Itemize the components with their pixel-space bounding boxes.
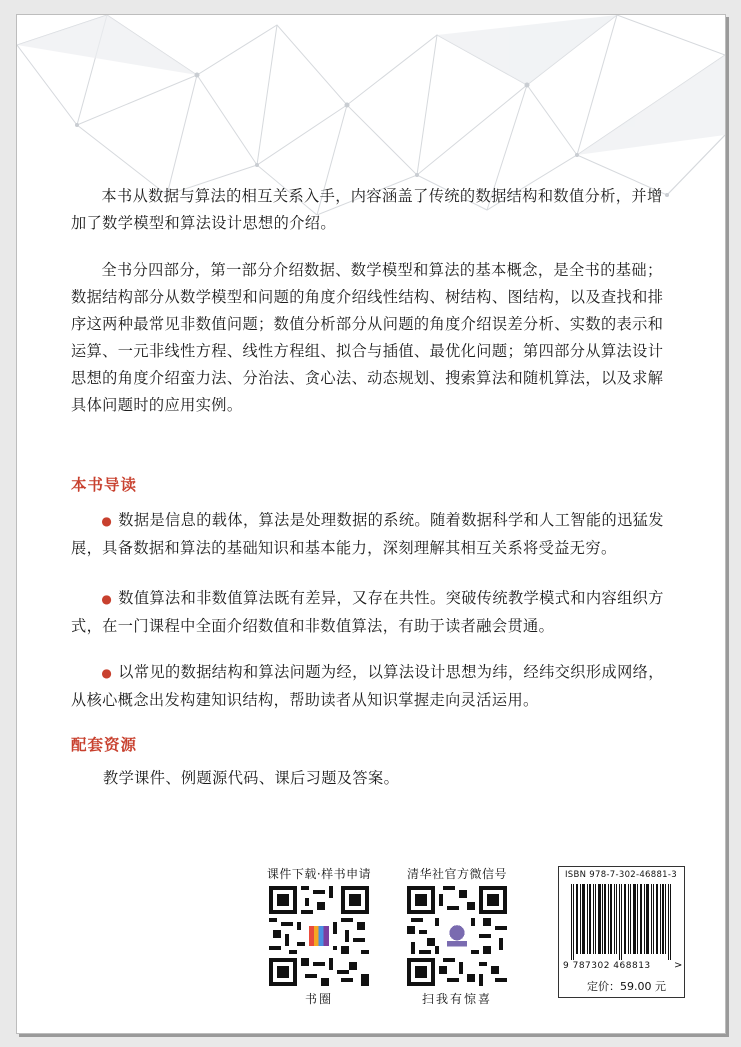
- qr-code-icon[interactable]: [407, 886, 507, 986]
- qr-subcaption: 扫我有惊喜: [421, 992, 492, 1006]
- qr-block-wechat: [402, 865, 512, 1007]
- isbn-barcode-box: [558, 866, 685, 998]
- qr-block-courseware: [264, 865, 374, 1007]
- bullet-dot-icon: ●: [101, 514, 113, 528]
- resources-text: 教学课件、例题源代码、课后习题及答案。: [103, 769, 400, 787]
- bullet-dot-icon: ●: [101, 666, 113, 680]
- barcode-digits: 9 787302 468813: [563, 961, 651, 971]
- intro-paragraph-2: 全书分四部分，第一部分介绍数据、数学模型和算法的基本概念，是全书的基础；数据结构部分从数学模型和问题的角度介绍线性结构、树结构、图结构，以及查找和排序这两种最常见非数值问题；数值分析部分从问题的角度介绍误差分析、实数的表示和运算、一元非线性方程、线性方程组、拟合与插值、最优化问题；第四部分从算法设计思想的角度介绍蛮力法、分治法、贪心法、动态规划、搜索算法和随机算法，以及求解具体问题时的应用实例。: [71, 261, 664, 414]
- book-back-cover: [16, 14, 726, 1034]
- barcode-icon: [571, 884, 672, 960]
- chevron-right-icon: >: [674, 960, 683, 971]
- price-label: 定价：59.00 元: [587, 980, 666, 993]
- intro-paragraph-1: 本书从数据与算法的相互关系入手，内容涵盖了传统的数据结构和数值分析，并增加了数学模型和算法设计思想的介绍。: [71, 187, 663, 232]
- guide-item-1: ● 数据是信息的载体，算法是处理数据的系统。随着数据科学和人工智能的迅猛发展，具备数据和算法的基础知识和基本能力，深刻理解其相互关系将受益无穷。: [71, 511, 664, 557]
- guide-item-3: ● 以常见的数据结构和算法问题为经，以算法设计思想为纬，经纬交织形成网络，从核心概念出发构建知识结构，帮助读者从知识掌握走向灵活运用。: [71, 663, 664, 709]
- resources-heading: 配套资源: [71, 736, 138, 754]
- qr-subcaption: 书圈: [304, 992, 333, 1006]
- guide-heading: 本书导读: [71, 476, 138, 494]
- qr-code-icon[interactable]: [269, 886, 369, 986]
- guide-item-2: ● 数值算法和非数值算法既有差异，又存在共性。突破传统教学模式和内容组织方式，在一门课程中全面介绍数值和非数值算法，有助于读者融会贯通。: [71, 589, 664, 635]
- bullet-dot-icon: ●: [101, 592, 113, 606]
- qr-caption: 清华社官方微信号: [406, 867, 507, 881]
- qr-caption: 课件下载·样书申请: [266, 867, 372, 881]
- isbn-label: ISBN 978-7-302-46881-3: [565, 870, 677, 880]
